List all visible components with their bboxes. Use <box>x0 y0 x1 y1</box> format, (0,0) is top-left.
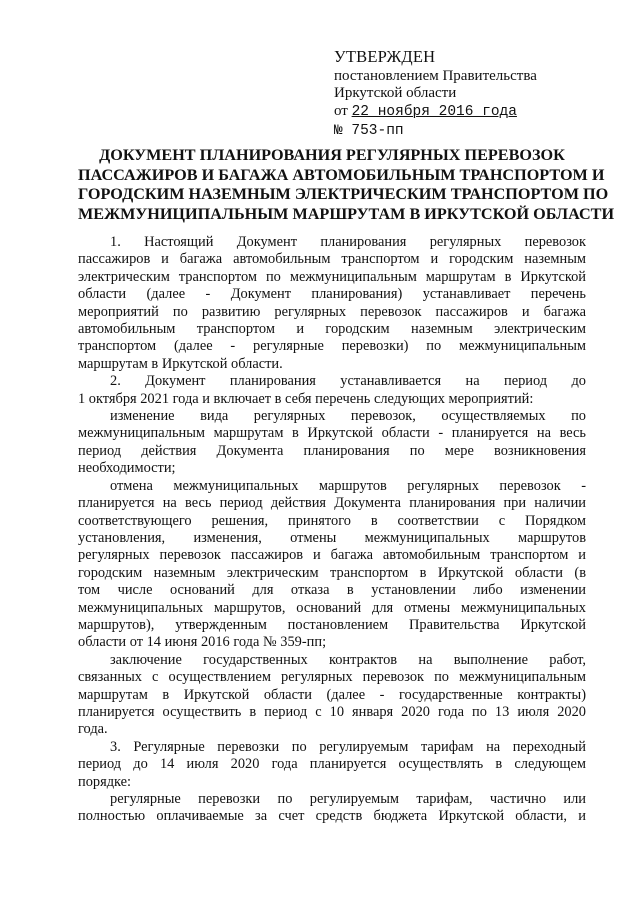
text-line: регулярные перевозки по регулируемым тарифам, частично или <box>110 791 586 807</box>
text-line: период до 14 июля 2020 года планируется осуществлять в следующем <box>78 756 586 773</box>
text-line: транспортом (далее - регулярные перевозки) по межмуниципальным <box>78 338 586 355</box>
text-line: регулярных перевозок пассажиров и багажа автомобильным транспортом и <box>78 547 586 564</box>
document-body <box>78 234 586 826</box>
paragraph-3-item-1 <box>78 791 586 826</box>
paragraph-2-item-3 <box>78 652 586 739</box>
approval-heading: УТВЕРЖДЕН <box>334 47 436 66</box>
title-line: ДОКУМЕНТ ПЛАНИРОВАНИЯ РЕГУЛЯРНЫХ ПЕРЕВОЗОК <box>99 146 565 164</box>
paragraph-2-item-1 <box>78 408 586 478</box>
text-line: заключение государственных контрактов на выполнение работ, <box>110 651 586 668</box>
text-line: автомобильным транспортом и городским наземным электрическим <box>78 321 586 338</box>
text-line: соответствующего решения, принятого в соответствии с Порядком <box>78 512 586 529</box>
text-line: области (далее - Документ планирования) устанавливает перечень <box>78 286 586 303</box>
title-line: МЕЖМУНИЦИПАЛЬНЫМ МАРШРУТАМ В ИРКУТСКОЙ ОБЛАСТИ <box>78 204 615 223</box>
text-line: 2. Документ планирования устанавливается на период до <box>110 373 586 390</box>
title-line: ГОРОДСКИМ НАЗЕМНЫМ ЭЛЕКТРИЧЕСКИМ ТРАНСПОРТОМ ПО <box>78 185 609 203</box>
text-line: маршрутов), утвержденным постановлением Правительства Иркутской <box>78 616 586 633</box>
approval-line-1: постановлением Правительства <box>334 68 537 84</box>
text-line: том числе оснований для отказа в установлении либо изменении <box>78 582 586 599</box>
text-line: года. <box>78 721 108 738</box>
title-line: ПАССАЖИРОВ И БАГАЖА АВТОМОБИЛЬНЫМ ТРАНСПОРТОМ И <box>78 165 605 184</box>
approval-date-line <box>334 103 604 121</box>
text-line: 1 октября 2021 года и включает в себя перечень следующих мероприятий: <box>78 390 534 407</box>
text-line: мероприятий по развитию регулярных перевозок пассажиров и багажа <box>78 303 586 320</box>
text-line: необходимости; <box>78 460 176 477</box>
text-line: порядке: <box>78 773 132 790</box>
paragraph-2 <box>78 373 586 408</box>
approval-stamp <box>334 48 604 140</box>
text-line: 3. Регулярные перевозки по регулируемым тарифам на переходный <box>110 738 586 755</box>
paragraph-3 <box>78 739 586 791</box>
text-line: области от 14 июня 2016 года № 359-пп; <box>78 634 327 651</box>
text-line: межмуниципальных маршрутов, оснований для отмены межмуниципальных <box>78 599 586 616</box>
approval-line-2: Иркутской области <box>334 85 457 101</box>
approval-date: 22 ноября 2016 года <box>351 104 517 120</box>
text-line: городским наземным электрическим транспортом в Иркутской области (в <box>78 564 586 581</box>
text-line: планируется на весь период действия Документа планирования при наличии <box>78 495 586 512</box>
text-line: маршрутам в Иркутской области. <box>78 355 283 372</box>
text-line: межмуниципальным маршрутам в Иркутской области - планируется на весь <box>78 425 586 442</box>
text-line: период действия Документа планирования по мере возникновения <box>78 442 586 459</box>
text-line: установления, изменения, отмены межмуниципальных маршрутов <box>78 529 586 546</box>
text-line: полностью оплачиваемые за счет средств бюджета Иркутской области, и <box>78 808 586 825</box>
paragraph-2-item-2 <box>78 478 586 652</box>
text-line: отмена межмуниципальных маршрутов регулярных перевозок - <box>110 477 586 494</box>
text-line: пассажиров и багажа автомобильным транспортом и городским наземным <box>78 251 586 268</box>
text-line: планируется осуществить в период с 10 января 2020 года по 13 июля 2020 <box>78 703 586 720</box>
approval-date-prefix: от <box>334 103 348 119</box>
text-line: 1. Настоящий Документ планирования регулярных перевозок <box>110 234 586 250</box>
text-line: изменение вида регулярных перевозок, осуществляемых по <box>110 408 586 425</box>
text-line: связанных с осуществлением регулярных перевозок по межмуниципальным <box>78 669 586 686</box>
document-title <box>78 146 615 224</box>
text-line: маршрутам в Иркутской области (далее - государственные контракты) <box>78 686 586 703</box>
text-line: электрическим транспортом по межмуниципальным маршрутам в Иркутской <box>78 268 586 285</box>
approval-number: № 753-пп <box>334 123 404 139</box>
paragraph-1 <box>78 234 586 373</box>
